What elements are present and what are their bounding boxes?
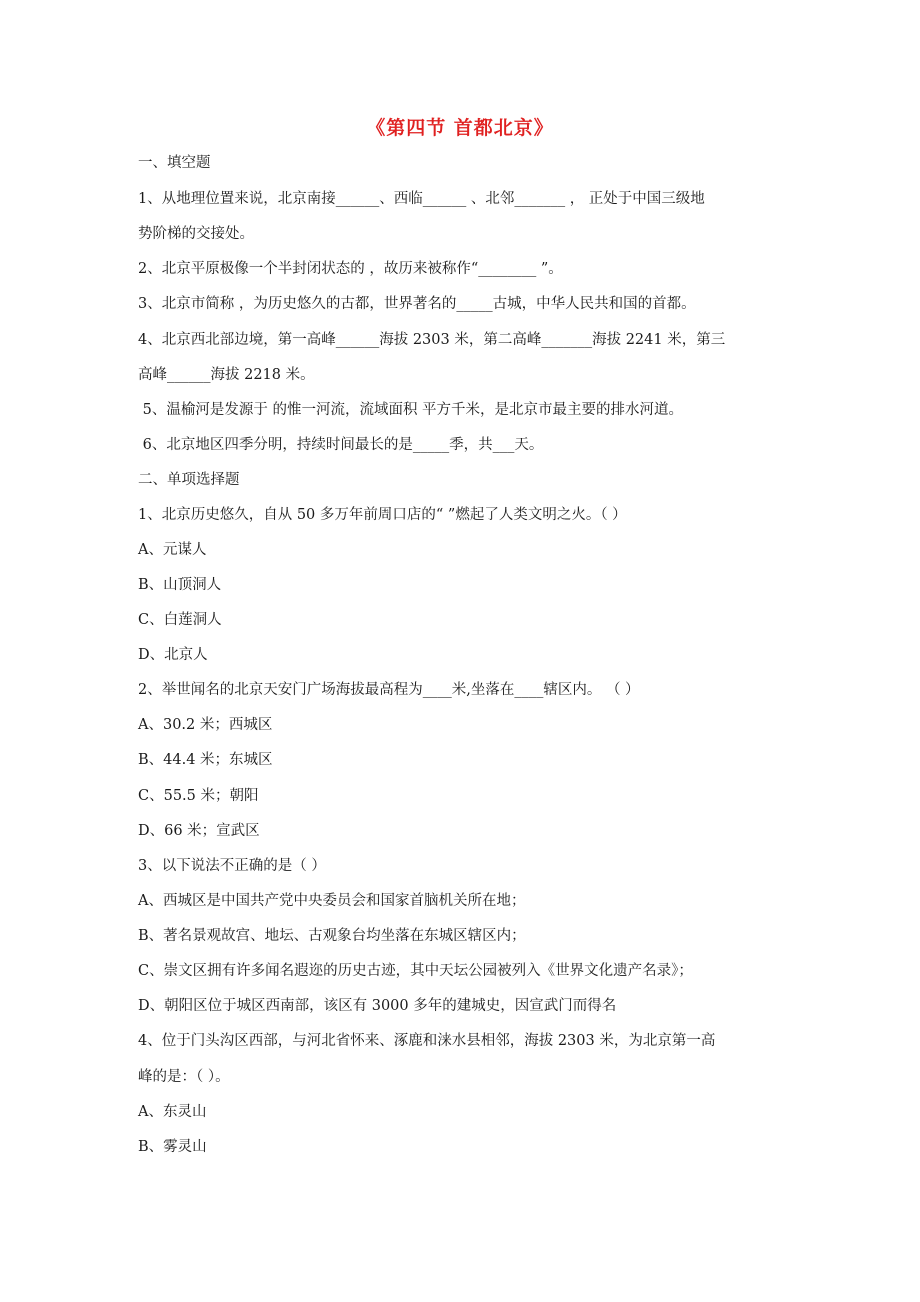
section-heading-single-choice: 二、单项选择题	[138, 472, 240, 488]
question-line: 势阶梯的交接处。	[138, 226, 254, 242]
question-line: 1、从地理位置来说，北京南接______、西临______ 、北邻_______ ， 正处于中国三级地	[138, 191, 705, 207]
option-line: D、66 米；宣武区	[138, 823, 260, 839]
option-line: B、雾灵山	[138, 1139, 207, 1155]
question-line: 2、北京平原极像一个半封闭状态的 ，故历来被称作“________ ”。	[138, 261, 563, 277]
option-line: C、崇文区拥有许多闻名遐迩的历史古迹，其中天坛公园被列入《世界文化遗产名录》；	[138, 963, 693, 979]
document-title: 《第四节 首都北京》	[366, 117, 554, 139]
option-line: B、44.4 米；东城区	[138, 752, 273, 768]
option-line: C、55.5 米；朝阳	[138, 788, 259, 804]
question-line: 3、北京市简称 ，为历史悠久的古都，世界著名的_____古城，中华人民共和国的首都。	[138, 296, 696, 312]
option-line: D、朝阳区位于城区西南部，该区有 3000 多年的建城史，因宣武门而得名	[138, 998, 617, 1014]
option-line: C、白莲洞人	[138, 612, 222, 628]
option-line: A、西城区是中国共产党中央委员会和国家首脑机关所在地；	[138, 893, 526, 909]
question-line: 高峰______海拔 2218 米。	[138, 367, 315, 383]
question-line: 峰的是：（ ）。	[138, 1069, 230, 1085]
option-line: D、北京人	[138, 647, 208, 663]
option-line: A、30.2 米；西城区	[138, 717, 273, 733]
question-line: 6、北京地区四季分明，持续时间最长的是_____季，共___天。	[138, 437, 544, 453]
question-line: 5、温榆河是发源于 的惟一河流，流域面积 平方千米，是北京市最主要的排水河道。	[138, 402, 684, 418]
option-line: B、著名景观故宫、地坛、古观象台均坐落在东城区辖区内；	[138, 928, 526, 944]
question-line: 1、北京历史悠久，自从 50 多万年前周口店的“ ”燃起了人类文明之火。（ ）	[138, 507, 627, 523]
question-line: 4、位于门头沟区西部，与河北省怀来、涿鹿和涞水县相邻，海拔 2303 米，为北京第一高	[138, 1033, 716, 1049]
question-line: 2、举世闻名的北京天安门广场海拔最高程为____米,坐落在____辖区内。 （ ）	[138, 682, 640, 698]
option-line: A、元谋人	[138, 542, 207, 558]
section-heading-fill-in: 一、填空题	[138, 155, 211, 171]
option-line: A、东灵山	[138, 1104, 207, 1120]
question-line: 4、北京西北部边境，第一高峰______海拔 2303 米，第二高峰_______海拔 2241 米，第三	[138, 332, 726, 348]
question-line: 3、以下说法不正确的是（ ）	[138, 858, 326, 874]
option-line: B、山顶洞人	[138, 577, 222, 593]
